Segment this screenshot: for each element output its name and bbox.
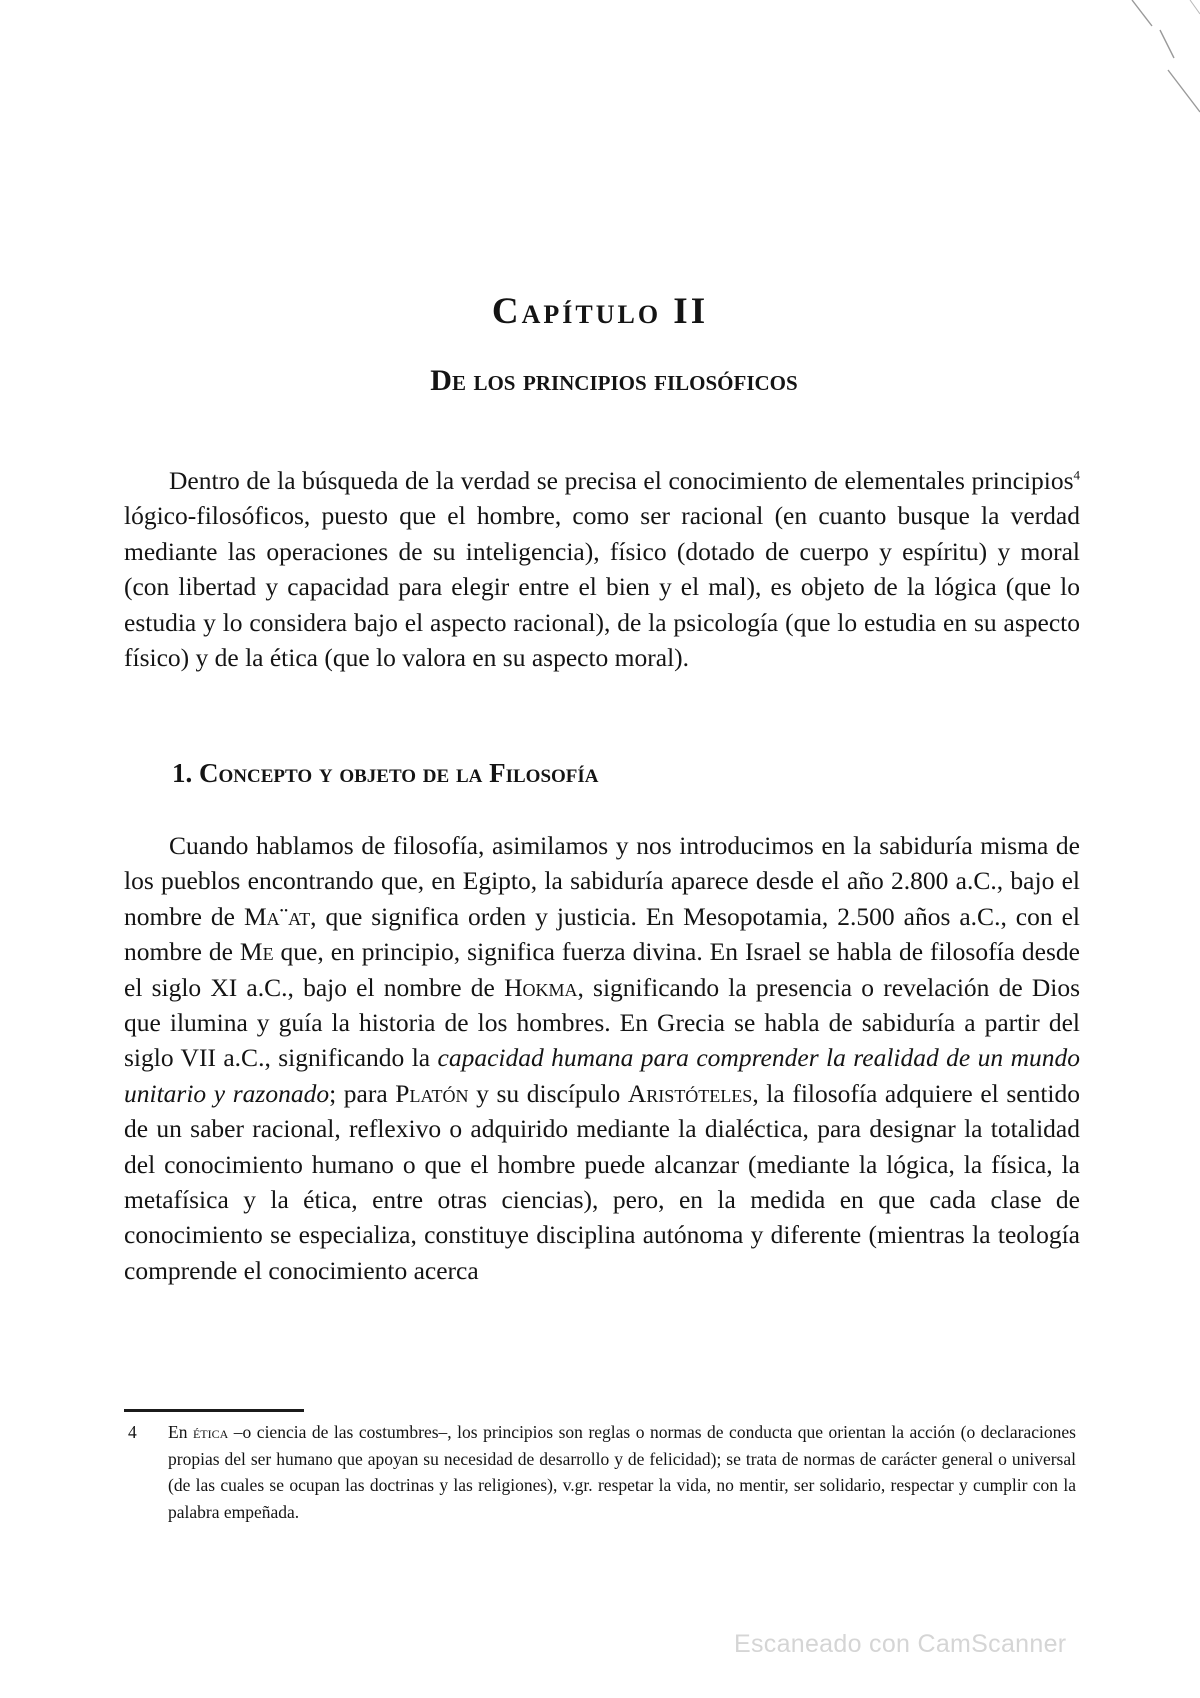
body-text-7: , la filosofía adquiere el sentido de un saber racional, reflexivo o adquirido mediante la dialéctica, para designar la totalidad del conocimiento humano o que el hombre puede alcanzar (mediante la lógica, la física, la metafísica y la ética, entre otras ciencias), pero, en la medida en que cada clase de conocimiento se especializa, constituye disciplina autónoma y diferente (mientras la teología comprende el conocimiento acerca <box>124 1078 1081 1285</box>
footnote-number: 4 <box>128 1422 137 1442</box>
intro-paragraph <box>124 463 1080 675</box>
body-text-3: que, en principio, significa fuerza divina. En Israel se habla de filosofía desde el siglo XI a.C., bajo el nombre de <box>124 937 1080 1002</box>
body-paragraph <box>124 828 1080 1288</box>
intro-text-part-1: Dentro de la búsqueda de la verdad se precisa el conocimiento de elementales principios <box>169 466 1074 495</box>
scan-corner-mark <box>1040 0 1200 160</box>
footnote <box>124 1419 1076 1525</box>
term-me: Me <box>239 937 274 967</box>
footnote-text-body: –o ciencia de las costumbres–, los principios son reglas o normas de conducta que orientan la acción (o declaraciones propias del ser humano que apoyan su necesidad de desarrollo y de felicidad); se trata de normas de carácter general o universal (de las cuales se ocupan las doctrinas y las religiones), v.gr. respetar la vida, no mentir, ser solidario, respectar y cumplir con la palabra empeñada. <box>168 1422 1076 1522</box>
body-text-2: , que significa orden y justicia. En Mesopotamia, 2.500 años a.C., con el nombre de <box>124 901 1080 967</box>
body-text-4: , significando la presencia o revelación de Dios que ilumina y guía la historia de los hombres. En Grecia se habla de sabiduría a partir del siglo VII a.C., significando la <box>124 972 1081 1073</box>
name-platon: Platón <box>395 1078 469 1108</box>
term-hokma: Hokma <box>504 972 578 1002</box>
term-maat: Ma¨at <box>243 901 311 931</box>
body-text-5: ; para <box>329 1078 396 1108</box>
body-text-6: y su discípulo <box>468 1078 628 1108</box>
footnote-divider <box>124 1409 304 1412</box>
chapter-subtitle: De los principios filosóficos <box>430 364 798 397</box>
name-aristoteles: Aristóteles <box>627 1078 753 1108</box>
footnote-text-pre: En <box>168 1422 193 1442</box>
body-text-1: Cuando hablamos de filosofía, asimilamos y nos introducimos en la sabiduría misma de los pueblos encontrando que, en Egipto, la sabiduría aparece desde el año 2.800 a.C., bajo el nombre de <box>124 831 1080 931</box>
chapter-title: Capítulo II <box>491 291 709 332</box>
footnote-reference: 4 <box>1073 467 1080 483</box>
intro-text-part-2: lógico-filosóficos, puesto que el hombre, como ser racional (en cuanto busque la verdad mediante las operaciones de su inteligencia), físico (dotado de cuerpo y espíritu) y moral (con libertad y capacidad para elegir entre el bien y el mal), es objeto de la lógica (que lo estudia y lo considera bajo el aspecto racional), de la psicología (que lo estudia en su aspecto físico) y de la ética (que lo valora en su aspecto moral). <box>124 501 1080 673</box>
camscanner-watermark: Escaneado con CamScanner <box>734 1630 1067 1658</box>
italic-definition: capacidad humana para comprender la realidad de un mundo unitario y razonado <box>124 1043 1080 1108</box>
section-heading: 1. Concepto y objeto de la Filosofía <box>172 758 599 788</box>
footnote-term-etica: ética <box>192 1422 229 1442</box>
footnote-text <box>168 1419 1076 1525</box>
